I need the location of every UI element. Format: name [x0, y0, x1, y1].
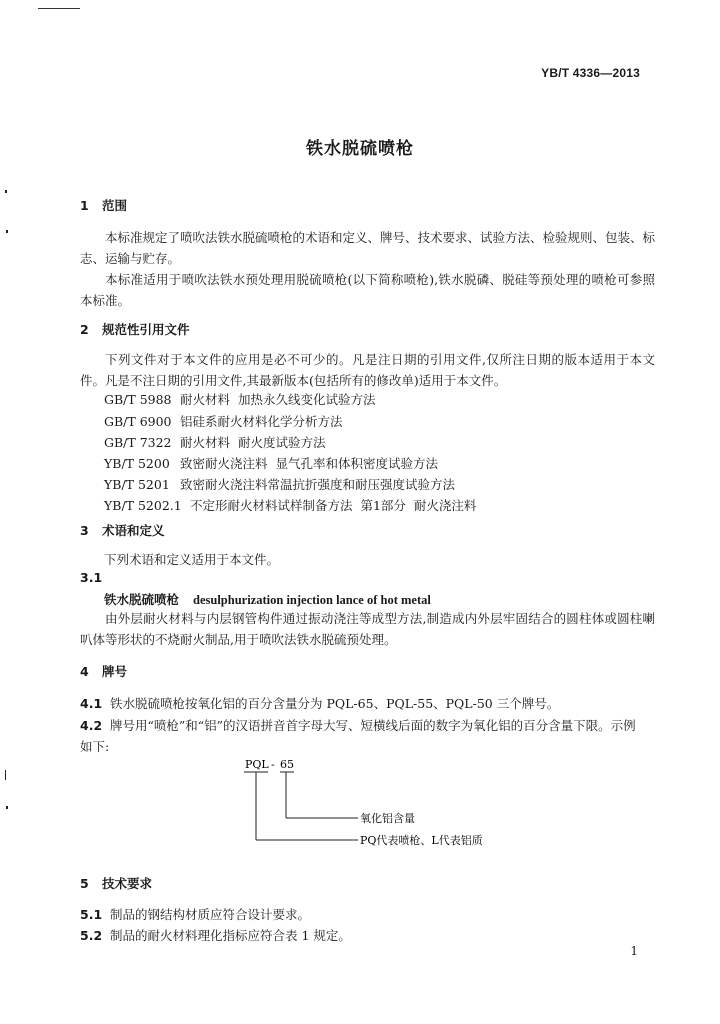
clause-5-2: 5.2 制品的耐火材料理化指标应符合表 1 规定。: [80, 928, 351, 943]
section-2-paragraph-1: 下列文件对于本文件的应用是必不可少的。凡是注日期的引用文件,仅所注日期的版本适用于本文件。凡是不注日期的引用文件,其最新版本(包括所有的修改单)适用于本文件。: [80, 352, 655, 388]
clause-4-2-continuation: 如下:: [80, 739, 110, 754]
section-title: 范围: [102, 198, 128, 213]
term-chinese: 铁水脱硫喷枪: [104, 592, 180, 607]
section-number: 4: [80, 664, 89, 679]
section-3-heading: [80, 521, 165, 539]
ref-item: YB/T 5202.1 不定形耐火材料试样制备方法 第1部分 耐火浇注料: [104, 498, 477, 513]
section-1-heading: [80, 196, 127, 214]
section-title: 术语和定义: [102, 523, 165, 538]
diagram-code-number: 65: [280, 758, 294, 771]
standard-code: YB/T 4336—2013: [541, 66, 640, 80]
ref-item: YB/T 5200 致密耐火浇注料 显气孔率和体积密度试验方法: [104, 456, 438, 471]
section-1-paragraph-1: 本标准规定了喷吹法铁水脱硫喷枪的术语和定义、牌号、技术要求、试验方法、检验规则、包装、标志、运输与贮存。: [80, 230, 656, 266]
scan-speck: [5, 770, 6, 780]
top-rule: [38, 8, 80, 9]
section-number: 3: [80, 523, 89, 538]
scan-speck: [5, 190, 7, 193]
document-title: 铁水脱硫喷枪: [306, 139, 414, 159]
term-definition: 由外层耐火材料与内层钢管构件通过振动浇注等成型方法,制造成内外层牢固结合的圆柱体或圆柱喇叭体等形状的不烧耐火制品,用于喷吹法铁水脱硫预处理。: [80, 611, 655, 647]
section-number: 1: [80, 198, 89, 213]
section-title: 牌号: [102, 664, 128, 679]
section-title: 技术要求: [102, 876, 153, 891]
section-number: 5: [80, 876, 89, 891]
section-number: 2: [80, 322, 89, 337]
term-entry: [104, 590, 431, 608]
ref-item: GB/T 6900 铝硅系耐火材料化学分析方法: [104, 414, 343, 429]
clause-5-1: 5.1 制品的钢结构材质应符合设计要求。: [80, 907, 311, 922]
diagram-code-prefix: PQL: [245, 758, 269, 771]
scan-speck: [6, 230, 8, 233]
section-5-heading: [80, 874, 152, 892]
clause-4-1: 4.1 铁水脱硫喷枪按氧化铝的百分含量分为 PQL-65、PQL-55、PQL-50 三个牌号。: [80, 696, 560, 711]
designation-diagram: [240, 752, 500, 852]
ref-item: GB/T 5988 耐火材料 加热永久线变化试验方法: [104, 392, 376, 407]
clause-4-2: 4.2 牌号用“喷枪”和“铝”的汉语拼音首字母大写、短横线后面的数字为氧化铝的百分含量下限。示例: [80, 718, 636, 733]
ref-item: YB/T 5201 致密耐火浇注料常温抗折强度和耐压强度试验方法: [104, 477, 456, 492]
scan-speck: [6, 806, 8, 809]
page-number: 1: [630, 944, 638, 958]
diagram-label-prefix: PQ代表喷枪、L代表铝质: [360, 834, 483, 847]
diagram-label-number: 氧化铝含量: [360, 812, 415, 825]
ref-item: GB/T 7322 耐火材料 耐火度试验方法: [104, 435, 326, 450]
clause-3-1-number: 3.1: [80, 570, 103, 585]
section-4-heading: [80, 662, 127, 680]
diagram-code-separator: -: [271, 758, 275, 771]
section-3-paragraph-1: 下列术语和定义适用于本文件。: [104, 552, 280, 567]
term-english: desulphurization injection lance of hot metal: [193, 593, 431, 607]
section-title: 规范性引用文件: [102, 322, 190, 337]
section-1-paragraph-2: 本标准适用于喷吹法铁水预处理用脱硫喷枪(以下简称喷枪),铁水脱磷、脱硅等预处理的喷枪可参照本标准。: [80, 272, 655, 308]
section-2-heading: [80, 320, 190, 338]
